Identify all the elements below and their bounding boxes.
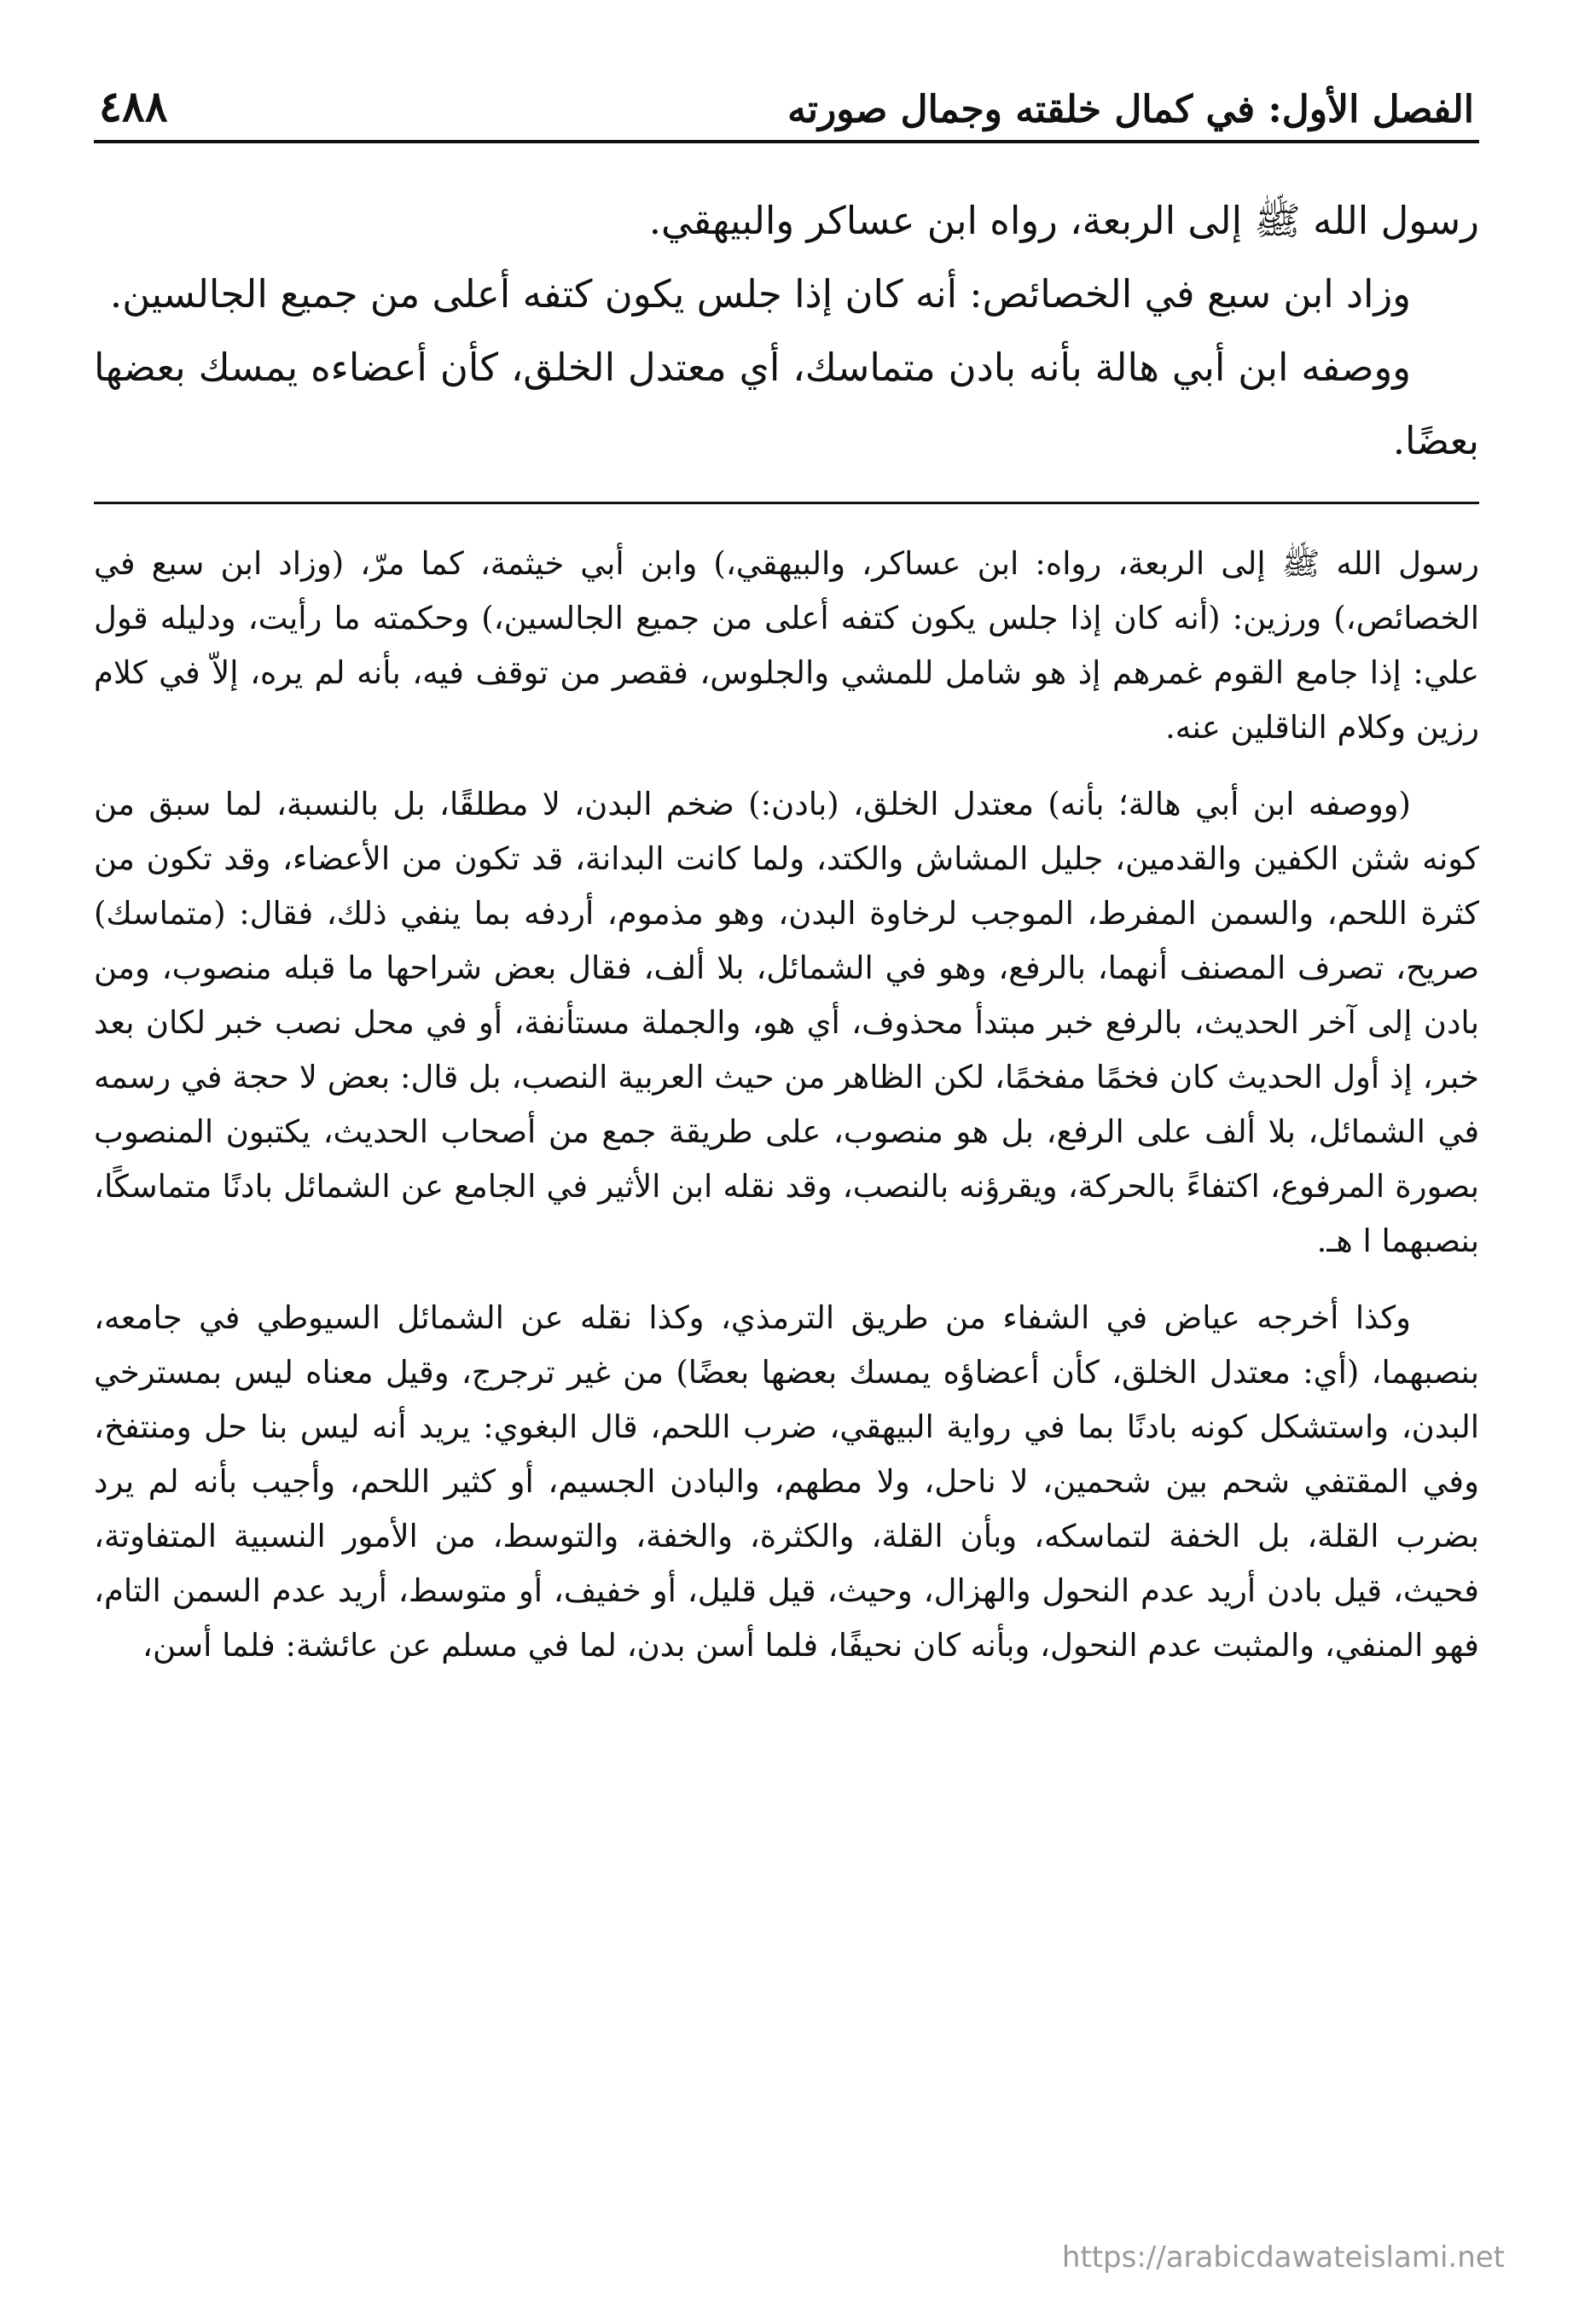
commentary-paragraph: وكذا أخرجه عياض في الشفاء من طريق الترمذي، وكذا نقله عن الشمائل السيوطي في جامعه، بنصبهما، (أي: معتدل الخلق، كأن أعضاؤه يمسك بعضها بعضًا) من غير ترجرج، وقيل معناه ليس بمسترخي البدن، واستشكل كونه بادنًا بما في رواية البيهقي، ضرب اللحم، قال البغوي: يريد أنه ليس بنا حل ومنتفخ، وفي المقتفي شحم بين شحمين، لا ناحل، ولا مطهم، والبادن الجسيم، أو كثير اللحم، وأجيب بأنه لم يرد بضرب القلة، بل الخفة لتماسكه، وبأن القلة، والكثرة، والخفة، والتوسط، من الأمور النسبية المتفاوتة، فحيث، قيل بادن أريد عدم النحول والهزال، وحيث، قيل قليل، أو خفيف، أو متوسط، أريد عدم السمن التام، فهو المنفي، والمثبت عدم النحول، وبأنه كان نحيفًا، فلما أسن بدن، لما في مسلم عن عائشة: فلما أسن، (94, 1299, 1479, 1664)
watermark-url: https://arabicdawateislami.net (1061, 2240, 1505, 2275)
page-header (94, 77, 1479, 143)
matn-paragraph: وزاد ابن سبع في الخصائص: أنه كان إذا جلس يكون كتفه أعلى من جميع الجالسين. (109, 271, 1411, 317)
running-title: الفصل الأول: في كمال خلقته وجمال صورته (787, 88, 1474, 131)
main-text (94, 184, 1479, 478)
book-page (94, 77, 1479, 2261)
commentary (94, 537, 1479, 1673)
commentary-paragraph: رسول الله ﷺ إلى الربعة، رواه: ابن عساكر، والبيهقي،) وابن أبي خيثمة، كما مرّ، (وزاد ابن سبع في الخصائص،) ورزين: (أنه كان إذا جلس يكون كتفه أعلى من جميع الجالسين،) وحكمته ما رأيت، ودليله قول علي: إذا جامع القوم غمرهم إذ هو شامل للمشي والجلوس، فقصر من توقف فيه، بأنه لم يره، إلاّ في كلام رزين وكلام الناقلين عنه. (94, 545, 1479, 746)
matn-paragraph: ووصفه ابن أبي هالة بأنه بادن متماسك، أي معتدل الخلق، كأن أعضاءه يمسك بعضها بعضًا. (94, 345, 1479, 463)
page-number: ٤٨٨ (99, 81, 168, 131)
commentary-paragraph: (ووصفه ابن أبي هالة؛ بأنه) معتدل الخلق، (بادن:) ضخم البدن، لا مطلقًا، بل بالنسبة، لما سبق من كونه شثن الكفين والقدمين، جليل المشاش والكتد، ولما كانت البدانة، قد تكون من الأعضاء، وقد تكون من كثرة اللحم، والسمن المفرط، الموجب لرخاوة البدن، وهو مذموم، أردفه بما ينفي ذلك، فقال: (متماسك) صريح، تصرف المصنف أنهما، بالرفع، وهو في الشمائل، بلا ألف، فقال بعض شراحها ما قبله منصوب، ومن بادن إلى آخر الحديث، بالرفع خبر مبتدأ محذوف، أي هو، والجملة مستأنفة، أو في محل نصب خبر لكان بعد خبر، إذ أول الحديث كان فخمًا مفخمًا، لكن الظاهر من حيث العربية النصب، بل قال: بعض لا حجة في رسمه في الشمائل، بلا ألف على الرفع، بل هو منصوب، على طريقة جمع من أصحاب الحديث، يكتبون المنصوب بصورة المرفوع، اكتفاءً بالحركة، ويقرؤنه بالنصب، وقد نقله ابن الأثير في الجامع عن الشمائل بادنًا متماسكًا، بنصبهما ا هـ. (94, 786, 1479, 1259)
matn-paragraph: رسول الله ﷺ إلى الربعة، رواه ابن عساكر والبيهقي. (648, 198, 1479, 243)
section-divider (94, 502, 1479, 504)
